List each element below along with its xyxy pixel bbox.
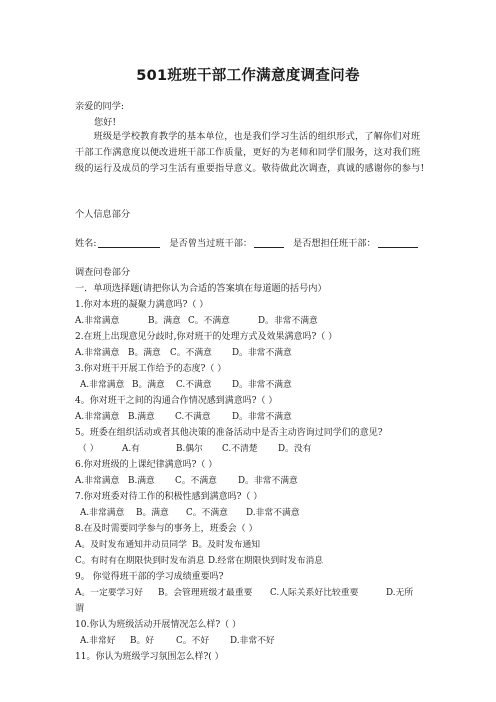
option: B。满意 bbox=[132, 380, 165, 390]
option: A.非常满意 bbox=[75, 476, 120, 486]
option: B。会管理班级才最重要 bbox=[158, 588, 253, 598]
option: C.不清楚 bbox=[222, 444, 258, 454]
want-label: 是否想担任班干部： bbox=[293, 238, 376, 249]
option: D。非常不满意 bbox=[232, 380, 292, 390]
name-blank[interactable] bbox=[98, 237, 160, 248]
option: A.非常满意 bbox=[80, 508, 125, 518]
option: B.满意 bbox=[128, 412, 155, 422]
option: B.偶尔 bbox=[176, 444, 203, 454]
personal-heading: 个人信息部分 bbox=[75, 209, 131, 220]
option: C.不满意 bbox=[176, 380, 212, 390]
option: D.非常不满意 bbox=[246, 508, 300, 518]
section-heading: 一．单项选择题(请把你认为合适的答案填在每道题的括号内） bbox=[75, 283, 327, 294]
option: A.有 bbox=[122, 444, 140, 454]
question-1: 1.你对本班的凝聚力满意吗?（ ） bbox=[75, 300, 209, 310]
personal-info-row bbox=[75, 237, 420, 250]
option: D。非常不满意 bbox=[258, 316, 318, 326]
answer-bracket: （ ） bbox=[78, 444, 99, 454]
option: D。非常不满意 bbox=[232, 348, 292, 358]
question-6: 6.你对班级的上课纪律满意吗?（ ） bbox=[75, 460, 218, 470]
page-title: 501班班干部工作满意度调查问卷 bbox=[136, 68, 360, 84]
hello: 您好! bbox=[94, 117, 117, 128]
option: D。没有 bbox=[278, 444, 312, 454]
question-8: 8.在及时需要同学参与的事务上，班委会（ ） bbox=[75, 524, 258, 534]
question-3: 3.你对班干开展工作给予的态度?（ ） bbox=[75, 364, 227, 374]
option: A.非常满意 bbox=[80, 380, 125, 390]
option: A。一定要学习好 bbox=[75, 588, 143, 598]
option: B。满意 bbox=[136, 508, 169, 518]
option: C.不满意 bbox=[175, 412, 211, 422]
option: D.非常不好 bbox=[230, 636, 275, 646]
option: C。不好 bbox=[176, 636, 210, 646]
option: C。不满意 bbox=[186, 508, 228, 518]
served-label: 是否曾当过班干部： bbox=[169, 238, 253, 249]
intro-paragraph: 班级是学校教育教学的基本单位，也是我们学习生活的组织形式，了解你们对班干部工作满意度以便改进班干部工作质量，更好的为老师和同学们服务，这对我们班级的运行及成员的学习生活有重要指导意义。敬待做此次调查，真诚的感谢你的参与! bbox=[75, 131, 425, 175]
wrapped-text: 谓 bbox=[75, 604, 85, 614]
want-blank[interactable] bbox=[378, 237, 418, 248]
question-11: 11。你认为班级学习氛围怎么样?( ） bbox=[75, 652, 224, 662]
option: D。非常不满意 bbox=[238, 476, 298, 486]
option: B。好 bbox=[130, 636, 155, 646]
option: C。不满意 bbox=[188, 316, 230, 326]
option: C.人际关系好比较重要 bbox=[270, 588, 359, 598]
served-blank[interactable] bbox=[254, 237, 284, 248]
option: B。满意 bbox=[148, 316, 181, 326]
question-5: 5。班委在组织活动或者其他决策的准备活动中是否主动咨询过同学们的意见? bbox=[75, 428, 383, 438]
question-2: 2.在班上出现意见分歧时,你对班干的处理方式及效果满意吗?（ ） bbox=[75, 332, 338, 342]
option: A.非常好 bbox=[80, 636, 116, 646]
name-label: 姓名: bbox=[75, 238, 97, 249]
option: D.经常在期限快到时发布消息 bbox=[208, 556, 324, 566]
option: B。及时发布通知 bbox=[192, 540, 261, 550]
option: B.满意 bbox=[128, 476, 155, 486]
question-10: 10.你认为班级活动开展情况怎么样?（ ） bbox=[75, 620, 241, 630]
option: C。有时有在期限快到时发布消息 bbox=[75, 556, 205, 566]
survey-heading: 调查问卷部分 bbox=[75, 267, 131, 278]
question-7: 7.你对班委对待工作的积极性感到满意吗?（ ） bbox=[75, 492, 263, 502]
option: A。及时发布通知并动员同学 bbox=[75, 540, 187, 550]
option: C。不满意 bbox=[170, 348, 212, 358]
option: A.非常满意 bbox=[75, 348, 120, 358]
question-4: 4。你对班干之间的沟通合作情况感到满意吗?（ ） bbox=[75, 396, 278, 406]
option: D.无所 bbox=[386, 588, 414, 598]
option: C。不满意 bbox=[175, 476, 217, 486]
option: A.非常满意 bbox=[75, 316, 120, 326]
option: A.非常满意 bbox=[75, 412, 120, 422]
question-9: 9。 你觉得班干部的学习成绩重要吗? bbox=[75, 572, 224, 582]
greeting: 亲爱的同学: bbox=[75, 101, 125, 112]
option: B。满意 bbox=[128, 348, 161, 358]
option: D。非常不满意 bbox=[232, 412, 292, 422]
